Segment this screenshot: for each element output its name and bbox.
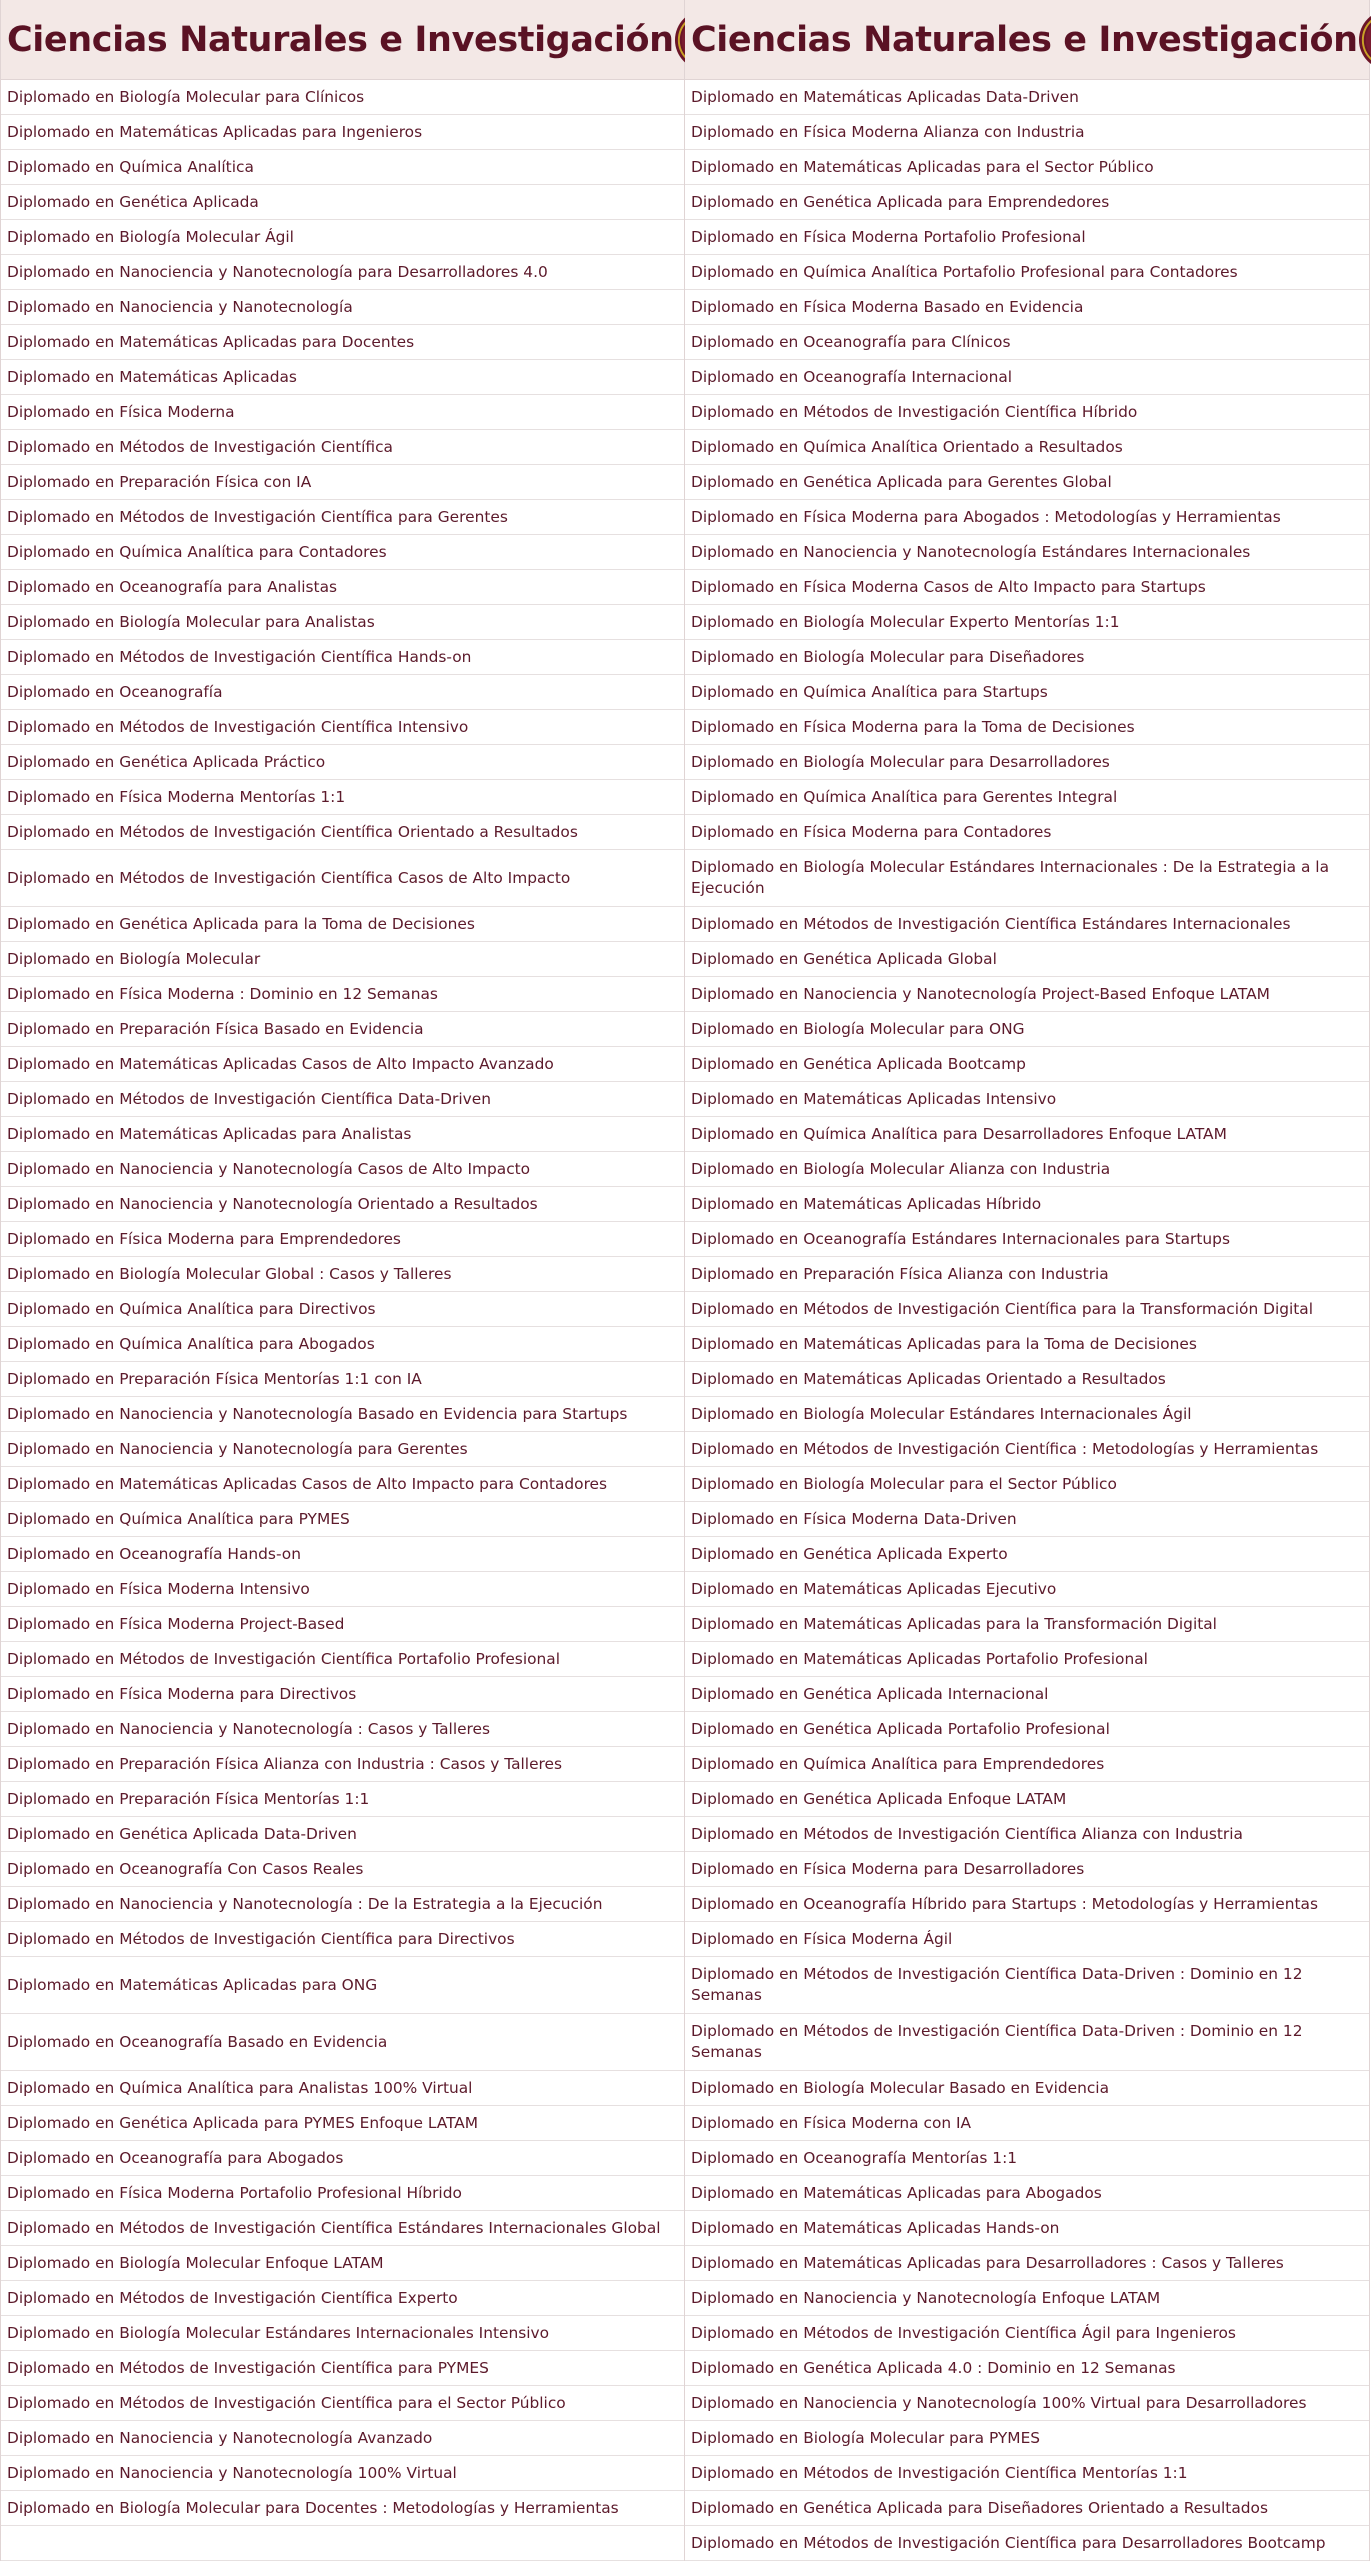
program-label: Diplomado en Biología Molecular para PYMES — [691, 2428, 1041, 2447]
program-label: Diplomado en Física Moderna Project-Based — [7, 1614, 345, 1633]
program-label: Diplomado en Matemáticas Aplicadas Data-Driven — [691, 87, 1079, 106]
list-item[interactable] — [685, 2211, 1369, 2246]
list-item[interactable] — [685, 1747, 1369, 1782]
program-label: Diplomado en Física Moderna para Directivos — [7, 1684, 357, 1703]
list-item[interactable] — [685, 2281, 1369, 2316]
list-item[interactable] — [685, 1222, 1369, 1257]
list-item[interactable] — [685, 1887, 1369, 1922]
list-item[interactable] — [685, 360, 1369, 395]
list-item[interactable] — [685, 675, 1369, 710]
program-label: Diplomado en Genética Aplicada Data-Driven — [7, 1824, 357, 1843]
program-label: Diplomado en Métodos de Investigación Científica Mentorías 1:1 — [691, 2463, 1188, 2482]
program-label: Diplomado en Física Moderna para Abogados : Metodologías y Herramientas — [691, 507, 1281, 526]
right-program-list — [685, 80, 1369, 2561]
list-item[interactable] — [685, 1117, 1369, 1152]
list-item[interactable] — [1, 2246, 684, 2281]
list-item[interactable] — [685, 115, 1369, 150]
program-label: Diplomado en Biología Molecular Basado en Evidencia — [691, 2078, 1110, 2097]
list-item[interactable] — [685, 570, 1369, 605]
list-item[interactable] — [685, 1572, 1369, 1607]
list-item[interactable] — [1, 1187, 684, 1222]
program-label: Diplomado en Métodos de Investigación Científica para PYMES — [7, 2358, 489, 2377]
program-label: Diplomado en Biología Molecular Experto Mentorías 1:1 — [691, 612, 1120, 631]
list-item[interactable] — [685, 2491, 1369, 2526]
program-label: Diplomado en Genética Aplicada Bootcamp — [691, 1054, 1026, 1073]
list-item[interactable] — [1, 1222, 684, 1257]
list-item[interactable] — [685, 1082, 1369, 1117]
list-item[interactable] — [1, 1502, 684, 1537]
list-item[interactable] — [685, 1607, 1369, 1642]
university-seal-icon — [1358, 9, 1371, 71]
list-item[interactable] — [1, 1852, 684, 1887]
list-item[interactable] — [1, 430, 684, 465]
list-item[interactable] — [1, 2014, 684, 2071]
list-item[interactable] — [685, 1257, 1369, 1292]
list-item[interactable] — [685, 815, 1369, 850]
program-label: Diplomado en Matemáticas Aplicadas Portafolio Profesional — [691, 1649, 1148, 1668]
program-label: Diplomado en Preparación Física Alianza con Industria : Casos y Talleres — [7, 1754, 563, 1773]
program-label: Diplomado en Física Moderna Intensivo — [7, 1579, 310, 1598]
program-label: Diplomado en Métodos de Investigación Científica para Gerentes — [7, 507, 508, 526]
program-label: Diplomado en Preparación Física Mentorías 1:1 con IA — [7, 1369, 422, 1388]
program-label: Diplomado en Matemáticas Aplicadas Casos de Alto Impacto para Contadores — [7, 1474, 608, 1493]
list-item[interactable] — [1, 2176, 684, 2211]
list-item[interactable] — [685, 465, 1369, 500]
list-item[interactable] — [1, 1817, 684, 1852]
list-item[interactable] — [1, 1922, 684, 1957]
list-item[interactable] — [1, 2491, 684, 2526]
program-label: Diplomado en Química Analítica para Analistas 100% Virtual — [7, 2078, 473, 2097]
program-label: Diplomado en Nanociencia y Nanotecnología Project-Based Enfoque LATAM — [691, 984, 1270, 1003]
list-item[interactable] — [685, 2014, 1369, 2071]
list-item[interactable] — [685, 1292, 1369, 1327]
program-label: Diplomado en Física Moderna para Contadores — [691, 822, 1052, 841]
list-item[interactable] — [685, 2176, 1369, 2211]
list-item[interactable] — [1, 710, 684, 745]
list-item[interactable] — [685, 1957, 1369, 2014]
list-item[interactable] — [1, 2281, 684, 2316]
list-item[interactable] — [1, 1082, 684, 1117]
list-item[interactable] — [685, 255, 1369, 290]
list-item[interactable] — [1, 977, 684, 1012]
program-label: Diplomado en Física Moderna Portafolio Profesional Híbrido — [7, 2183, 462, 2202]
program-label: Diplomado en Física Moderna con IA — [691, 2113, 972, 2132]
program-label: Diplomado en Química Analítica Orientado a Resultados — [691, 437, 1123, 456]
list-item[interactable] — [1, 2316, 684, 2351]
program-label: Diplomado en Física Moderna — [7, 402, 235, 421]
program-label: Diplomado en Métodos de Investigación Científica Alianza con Industria — [691, 1824, 1243, 1843]
list-item[interactable] — [685, 1362, 1369, 1397]
list-item[interactable] — [1, 2071, 684, 2106]
program-label: Diplomado en Genética Aplicada para Diseñadores Orientado a Resultados — [691, 2498, 1268, 2517]
list-item[interactable] — [685, 1432, 1369, 1467]
list-item[interactable] — [685, 2106, 1369, 2141]
list-item[interactable] — [685, 80, 1369, 115]
program-label: Diplomado en Oceanografía para Abogados — [7, 2148, 344, 2167]
list-item[interactable] — [1, 1887, 684, 1922]
program-label: Diplomado en Química Analítica para Directivos — [7, 1299, 376, 1318]
list-item[interactable] — [1, 150, 684, 185]
list-item[interactable] — [1, 1572, 684, 1607]
program-label: Diplomado en Matemáticas Aplicadas para Docentes — [7, 332, 415, 351]
program-label: Diplomado en Oceanografía — [7, 682, 223, 701]
program-label: Diplomado en Oceanografía Con Casos Reales — [7, 1859, 364, 1878]
program-label: Diplomado en Biología Molecular Alianza con Industria — [691, 1159, 1111, 1178]
program-label: Diplomado en Genética Aplicada Práctico — [7, 752, 326, 771]
program-label: Diplomado en Nanociencia y Nanotecnología 100% Virtual — [7, 2463, 457, 2482]
list-item[interactable] — [1, 605, 684, 640]
list-item[interactable] — [685, 290, 1369, 325]
list-item[interactable] — [685, 1152, 1369, 1187]
left-program-list — [1, 80, 684, 2561]
program-label: Diplomado en Física Moderna para Emprendedores — [7, 1229, 401, 1248]
program-label: Diplomado en Matemáticas Aplicadas para la Transformación Digital — [691, 1614, 1217, 1633]
program-label: Diplomado en Matemáticas Aplicadas para Desarrolladores : Casos y Talleres — [691, 2253, 1284, 2272]
program-label: Diplomado en Matemáticas Aplicadas para la Toma de Decisiones — [691, 1334, 1197, 1353]
program-label: Diplomado en Métodos de Investigación Científica Experto — [7, 2288, 458, 2307]
program-label: Diplomado en Nanociencia y Nanotecnología : De la Estrategia a la Ejecución — [7, 1894, 603, 1913]
list-item[interactable] — [685, 942, 1369, 977]
list-item[interactable] — [1, 780, 684, 815]
list-item — [1, 2526, 684, 2561]
program-label: Diplomado en Física Moderna Casos de Alto Impacto para Startups — [691, 577, 1206, 596]
program-label: Diplomado en Matemáticas Aplicadas Hands-on — [691, 2218, 1060, 2237]
program-label: Diplomado en Genética Aplicada para Emprendedores — [691, 192, 1110, 211]
program-label: Diplomado en Matemáticas Aplicadas — [7, 367, 297, 386]
program-label: Diplomado en Métodos de Investigación Científica Ágil para Ingenieros — [691, 2323, 1236, 2342]
program-label: Diplomado en Genética Aplicada Global — [691, 949, 997, 968]
list-item[interactable] — [1, 1782, 684, 1817]
program-label: Diplomado en Preparación Física con IA — [7, 472, 312, 491]
program-label: Diplomado en Métodos de Investigación Científica Data-Driven : Dominio en 12 Semanas — [691, 1965, 1303, 2004]
list-item[interactable] — [1, 395, 684, 430]
program-label: Diplomado en Biología Molecular para Diseñadores — [691, 647, 1085, 666]
program-label: Diplomado en Oceanografía para Clínicos — [691, 332, 1011, 351]
program-label: Diplomado en Química Analítica para Startups — [691, 682, 1048, 701]
list-item[interactable] — [685, 325, 1369, 360]
list-item[interactable] — [685, 2246, 1369, 2281]
program-label: Diplomado en Química Analítica para Desarrolladores Enfoque LATAM — [691, 1124, 1227, 1143]
program-label: Diplomado en Métodos de Investigación Científica para Directivos — [7, 1929, 515, 1948]
program-label: Diplomado en Biología Molecular para Docentes : Metodologías y Herramientas — [7, 2498, 619, 2517]
program-label: Diplomado en Matemáticas Aplicadas Casos de Alto Impacto Avanzado — [7, 1054, 554, 1073]
program-label: Diplomado en Oceanografía para Analistas — [7, 577, 338, 596]
right-column — [685, 0, 1370, 2561]
program-label: Diplomado en Nanociencia y Nanotecnología 100% Virtual para Desarrolladores — [691, 2393, 1307, 2412]
program-label: Diplomado en Nanociencia y Nanotecnología para Desarrolladores 4.0 — [7, 262, 548, 281]
program-label: Diplomado en Química Analítica para Gerentes Integral — [691, 787, 1118, 806]
list-item[interactable] — [685, 605, 1369, 640]
program-label: Diplomado en Métodos de Investigación Científica para la Transformación Digital — [691, 1299, 1314, 1318]
list-item[interactable] — [1, 80, 684, 115]
list-item[interactable] — [685, 1467, 1369, 1502]
list-item[interactable] — [1, 1957, 684, 2014]
program-label: Diplomado en Matemáticas Aplicadas Intensivo — [691, 1089, 1057, 1108]
program-label: Diplomado en Nanociencia y Nanotecnología — [7, 297, 353, 316]
list-item[interactable] — [685, 745, 1369, 780]
program-label: Diplomado en Biología Molecular para Analistas — [7, 612, 375, 631]
list-item[interactable] — [1, 1432, 684, 1467]
list-item[interactable] — [1, 255, 684, 290]
program-label: Diplomado en Genética Aplicada 4.0 : Dominio en 12 Semanas — [691, 2358, 1176, 2377]
list-item[interactable] — [685, 2071, 1369, 2106]
list-item[interactable] — [1, 185, 684, 220]
program-label: Diplomado en Biología Molecular Estándares Internacionales Intensivo — [7, 2323, 550, 2342]
program-label: Diplomado en Métodos de Investigación Científica Portafolio Profesional — [7, 1649, 560, 1668]
program-label: Diplomado en Genética Aplicada Enfoque LATAM — [691, 1789, 1067, 1808]
program-label: Diplomado en Genética Aplicada Portafolio Profesional — [691, 1719, 1110, 1738]
left-header — [1, 0, 684, 80]
program-label: Diplomado en Métodos de Investigación Científica Data-Driven — [7, 1089, 491, 1108]
list-item[interactable] — [685, 185, 1369, 220]
program-label: Diplomado en Preparación Física Basado en Evidencia — [7, 1019, 424, 1038]
list-item[interactable] — [1, 535, 684, 570]
list-item[interactable] — [685, 430, 1369, 465]
list-item[interactable] — [1, 1117, 684, 1152]
list-item[interactable] — [1, 1747, 684, 1782]
list-item[interactable] — [685, 1327, 1369, 1362]
list-item[interactable] — [1, 220, 684, 255]
list-item[interactable] — [685, 2456, 1369, 2491]
list-item[interactable] — [685, 1852, 1369, 1887]
list-item[interactable] — [685, 1397, 1369, 1432]
list-item[interactable] — [685, 1677, 1369, 1712]
program-label: Diplomado en Métodos de Investigación Científica — [7, 437, 393, 456]
program-label: Diplomado en Nanociencia y Nanotecnología para Gerentes — [7, 1439, 468, 1458]
list-item[interactable] — [1, 1397, 684, 1432]
program-label: Diplomado en Biología Molecular Ágil — [7, 227, 294, 246]
list-item[interactable] — [1, 360, 684, 395]
list-item[interactable] — [1, 907, 684, 942]
program-label: Diplomado en Matemáticas Aplicadas Ejecutivo — [691, 1579, 1057, 1598]
program-label: Diplomado en Métodos de Investigación Científica Híbrido — [691, 402, 1138, 421]
program-label: Diplomado en Química Analítica para Contadores — [7, 542, 387, 561]
list-item[interactable] — [685, 1047, 1369, 1082]
list-item[interactable] — [685, 500, 1369, 535]
program-label: Diplomado en Oceanografía Hands-on — [7, 1544, 301, 1563]
list-item[interactable] — [1, 570, 684, 605]
list-item[interactable] — [1, 1642, 684, 1677]
program-label: Diplomado en Métodos de Investigación Científica Estándares Internacionales — [691, 914, 1291, 933]
list-item[interactable] — [685, 395, 1369, 430]
list-item[interactable] — [685, 780, 1369, 815]
program-label: Diplomado en Métodos de Investigación Científica para el Sector Público — [7, 2393, 566, 2412]
list-item[interactable] — [1, 115, 684, 150]
list-item[interactable] — [685, 2351, 1369, 2386]
page-title: Ciencias Naturales e Investigación — [7, 19, 674, 60]
program-label: Diplomado en Genética Aplicada Experto — [691, 1544, 1008, 1563]
list-item[interactable] — [685, 710, 1369, 745]
program-label: Diplomado en Oceanografía Mentorías 1:1 — [691, 2148, 1018, 2167]
list-item[interactable] — [1, 1677, 684, 1712]
list-item[interactable] — [685, 2386, 1369, 2421]
program-label: Diplomado en Nanociencia y Nanotecnología Avanzado — [7, 2428, 433, 2447]
list-item[interactable] — [1, 1712, 684, 1747]
program-label: Diplomado en Nanociencia y Nanotecnología : Casos y Talleres — [7, 1719, 491, 1738]
list-item[interactable] — [1, 1152, 684, 1187]
program-label: Diplomado en Métodos de Investigación Científica Hands-on — [7, 647, 472, 666]
list-item[interactable] — [685, 1712, 1369, 1747]
list-item[interactable] — [1, 1467, 684, 1502]
list-item[interactable] — [1, 465, 684, 500]
list-item[interactable] — [1, 675, 684, 710]
list-item[interactable] — [1, 640, 684, 675]
list-item[interactable] — [1, 1537, 684, 1572]
page-title-repeat: Ciencias Naturales e Investigación — [691, 19, 1358, 60]
program-label: Diplomado en Física Moderna para Desarrolladores — [691, 1859, 1085, 1878]
program-label: Diplomado en Física Moderna Mentorías 1:1 — [7, 787, 346, 806]
left-column — [0, 0, 685, 2561]
list-item[interactable] — [1, 1047, 684, 1082]
program-label: Diplomado en Química Analítica Portafolio Profesional para Contadores — [691, 262, 1238, 281]
list-item[interactable] — [1, 325, 684, 360]
list-item[interactable] — [1, 815, 684, 850]
right-header — [685, 0, 1369, 80]
program-label: Diplomado en Nanociencia y Nanotecnología Enfoque LATAM — [691, 2288, 1161, 2307]
list-item[interactable] — [685, 2141, 1369, 2176]
program-label: Diplomado en Nanociencia y Nanotecnología Basado en Evidencia para Startups — [7, 1404, 628, 1423]
list-item[interactable] — [1, 2141, 684, 2176]
program-label: Diplomado en Física Moderna Alianza con Industria — [691, 122, 1085, 141]
program-label: Diplomado en Oceanografía Basado en Evidencia — [7, 2032, 388, 2051]
program-label: Diplomado en Oceanografía Híbrido para Startups : Metodologías y Herramientas — [691, 1894, 1318, 1913]
list-item[interactable] — [1, 850, 684, 907]
program-label: Diplomado en Métodos de Investigación Científica : Metodologías y Herramientas — [691, 1439, 1319, 1458]
program-label: Diplomado en Biología Molecular para Desarrolladores — [691, 752, 1110, 771]
program-label: Diplomado en Química Analítica para Abogados — [7, 1334, 375, 1353]
program-label: Diplomado en Biología Molecular para Clínicos — [7, 87, 365, 106]
list-item[interactable] — [685, 1642, 1369, 1677]
list-item[interactable] — [685, 640, 1369, 675]
program-label: Diplomado en Biología Molecular — [7, 949, 261, 968]
program-label: Diplomado en Preparación Física Alianza con Industria — [691, 1264, 1109, 1283]
program-label: Diplomado en Oceanografía Internacional — [691, 367, 1013, 386]
program-label: Diplomado en Biología Molecular Estándares Internacionales Ágil — [691, 1404, 1192, 1423]
program-label: Diplomado en Química Analítica — [7, 157, 254, 176]
list-item[interactable] — [1, 290, 684, 325]
program-label: Diplomado en Métodos de Investigación Científica Intensivo — [7, 717, 469, 736]
list-item[interactable] — [1, 1362, 684, 1397]
program-label: Diplomado en Métodos de Investigación Científica Estándares Internacionales Global — [7, 2218, 661, 2237]
list-item[interactable] — [1, 1327, 684, 1362]
list-item[interactable] — [685, 220, 1369, 255]
program-label: Diplomado en Física Moderna Ágil — [691, 1929, 953, 1948]
program-label: Diplomado en Matemáticas Aplicadas para Analistas — [7, 1124, 412, 1143]
list-item[interactable] — [685, 907, 1369, 942]
program-label: Diplomado en Química Analítica para Emprendedores — [691, 1754, 1105, 1773]
list-item[interactable] — [685, 1502, 1369, 1537]
program-label: Diplomado en Métodos de Investigación Científica Data-Driven : Dominio en 12 Semanas — [691, 2022, 1303, 2061]
program-label: Diplomado en Biología Molecular Estándares Internacionales : De la Estrategia a la Ejecución — [691, 858, 1329, 897]
program-label: Diplomado en Biología Molecular Global : Casos y Talleres — [7, 1264, 452, 1283]
list-item[interactable] — [685, 1012, 1369, 1047]
program-label: Diplomado en Física Moderna Data-Driven — [691, 1509, 1017, 1528]
list-item[interactable] — [1, 1607, 684, 1642]
program-label: Diplomado en Biología Molecular para ONG — [691, 1019, 1025, 1038]
list-item[interactable] — [685, 2421, 1369, 2456]
list-item[interactable] — [1, 2106, 684, 2141]
program-label: Diplomado en Matemáticas Aplicadas para Ingenieros — [7, 122, 423, 141]
program-label: Diplomado en Nanociencia y Nanotecnología Orientado a Resultados — [7, 1194, 538, 1213]
list-item[interactable] — [685, 2526, 1369, 2561]
program-label: Diplomado en Física Moderna para la Toma de Decisiones — [691, 717, 1135, 736]
list-item[interactable] — [1, 745, 684, 780]
program-label: Diplomado en Matemáticas Aplicadas para Abogados — [691, 2183, 1102, 2202]
program-label: Diplomado en Matemáticas Aplicadas para el Sector Público — [691, 157, 1154, 176]
list-item[interactable] — [1, 2456, 684, 2491]
program-label: Diplomado en Química Analítica para PYMES — [7, 1509, 350, 1528]
program-label: Diplomado en Genética Aplicada para PYMES Enfoque LATAM — [7, 2113, 479, 2132]
list-item[interactable] — [685, 1537, 1369, 1572]
list-item[interactable] — [1, 1292, 684, 1327]
program-label: Diplomado en Genética Aplicada para la Toma de Decisiones — [7, 914, 475, 933]
list-item[interactable] — [1, 500, 684, 535]
program-label: Diplomado en Biología Molecular para el Sector Público — [691, 1474, 1117, 1493]
list-item[interactable] — [1, 1257, 684, 1292]
program-label: Diplomado en Genética Aplicada — [7, 192, 259, 211]
list-item[interactable] — [685, 1187, 1369, 1222]
list-item[interactable] — [685, 535, 1369, 570]
program-label: Diplomado en Nanociencia y Nanotecnología Estándares Internacionales — [691, 542, 1251, 561]
list-item[interactable] — [685, 850, 1369, 907]
program-label: Diplomado en Oceanografía Estándares Internacionales para Startups — [691, 1229, 1230, 1248]
list-item[interactable] — [1, 942, 684, 977]
program-label: Diplomado en Matemáticas Aplicadas para ONG — [7, 1975, 378, 1994]
program-label: Diplomado en Matemáticas Aplicadas Orientado a Resultados — [691, 1369, 1166, 1388]
program-label: Diplomado en Preparación Física Mentorías 1:1 — [7, 1789, 370, 1808]
list-item[interactable] — [1, 2351, 684, 2386]
list-item[interactable] — [1, 2386, 684, 2421]
program-label: Diplomado en Genética Aplicada para Gerentes Global — [691, 472, 1112, 491]
program-label: Diplomado en Física Moderna : Dominio en 12 Semanas — [7, 984, 438, 1003]
program-label: Diplomado en Física Moderna Portafolio Profesional — [691, 227, 1086, 246]
list-item[interactable] — [685, 977, 1369, 1012]
list-item[interactable] — [685, 1817, 1369, 1852]
program-label: Diplomado en Métodos de Investigación Científica Orientado a Resultados — [7, 822, 578, 841]
program-label: Diplomado en Biología Molecular Enfoque LATAM — [7, 2253, 384, 2272]
list-item[interactable] — [685, 2316, 1369, 2351]
program-label: Diplomado en Métodos de Investigación Científica Casos de Alto Impacto — [7, 868, 571, 887]
list-item[interactable] — [685, 150, 1369, 185]
list-item[interactable] — [1, 2421, 684, 2456]
program-label: Diplomado en Matemáticas Aplicadas Híbrido — [691, 1194, 1042, 1213]
list-item[interactable] — [685, 1782, 1369, 1817]
list-item[interactable] — [685, 1922, 1369, 1957]
program-label: Diplomado en Nanociencia y Nanotecnología Casos de Alto Impacto — [7, 1159, 531, 1178]
program-label: Diplomado en Métodos de Investigación Científica para Desarrolladores Bootcamp — [691, 2533, 1326, 2552]
program-label: Diplomado en Genética Aplicada Internacional — [691, 1684, 1049, 1703]
list-item[interactable] — [1, 2211, 684, 2246]
list-item[interactable] — [1, 1012, 684, 1047]
program-label: Diplomado en Física Moderna Basado en Evidencia — [691, 297, 1084, 316]
